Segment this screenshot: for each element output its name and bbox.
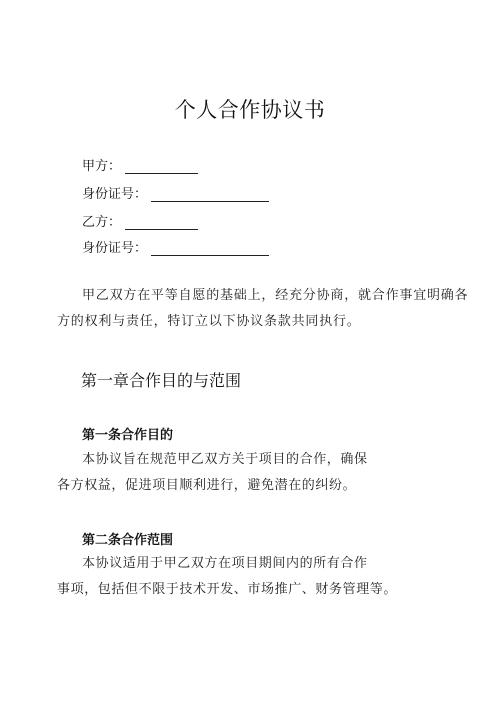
party-b-label: 乙方： bbox=[82, 215, 122, 230]
article-2-heading: 第二条合作范围 bbox=[82, 533, 174, 548]
party-b-id-label: 身份证号： bbox=[82, 241, 148, 256]
article-2-text-line-2: 事项，包括但不限于技术开发、市场推广、财务管理等。 bbox=[57, 582, 398, 597]
party-b-id-field bbox=[82, 236, 269, 256]
intro-paragraph-line-1: 甲乙双方在平等自愿的基础上，经充分协商，就合作事宜明确各 bbox=[82, 288, 469, 303]
article-1-heading: 第一条合作目的 bbox=[82, 428, 174, 443]
party-a-blank-line bbox=[125, 159, 198, 174]
article-1-text-line-2: 各方权益，促进项目顺利进行，避免潜在的纠纷。 bbox=[57, 478, 357, 493]
party-b-field bbox=[82, 210, 198, 230]
chapter-heading: 第一章合作目的与范围 bbox=[81, 371, 242, 390]
intro-paragraph-line-2: 方的权利与责任，特订立以下协议条款共同执行。 bbox=[57, 314, 361, 329]
article-1-text-line-1: 本协议旨在规范甲乙双方关于项目的合作，确保 bbox=[82, 452, 368, 467]
party-b-blank-line bbox=[125, 215, 198, 230]
document-title: 个人合作协议书 bbox=[174, 98, 326, 122]
party-a-id-field bbox=[82, 182, 269, 202]
party-a-label: 甲方： bbox=[82, 159, 122, 174]
party-a-field bbox=[82, 154, 198, 174]
article-2-text-line-1: 本协议适用于甲乙双方在项目期间内的所有合作 bbox=[82, 556, 368, 571]
party-a-id-label: 身份证号： bbox=[82, 187, 148, 202]
party-a-id-blank-line bbox=[151, 187, 269, 202]
party-b-id-blank-line bbox=[151, 241, 269, 256]
